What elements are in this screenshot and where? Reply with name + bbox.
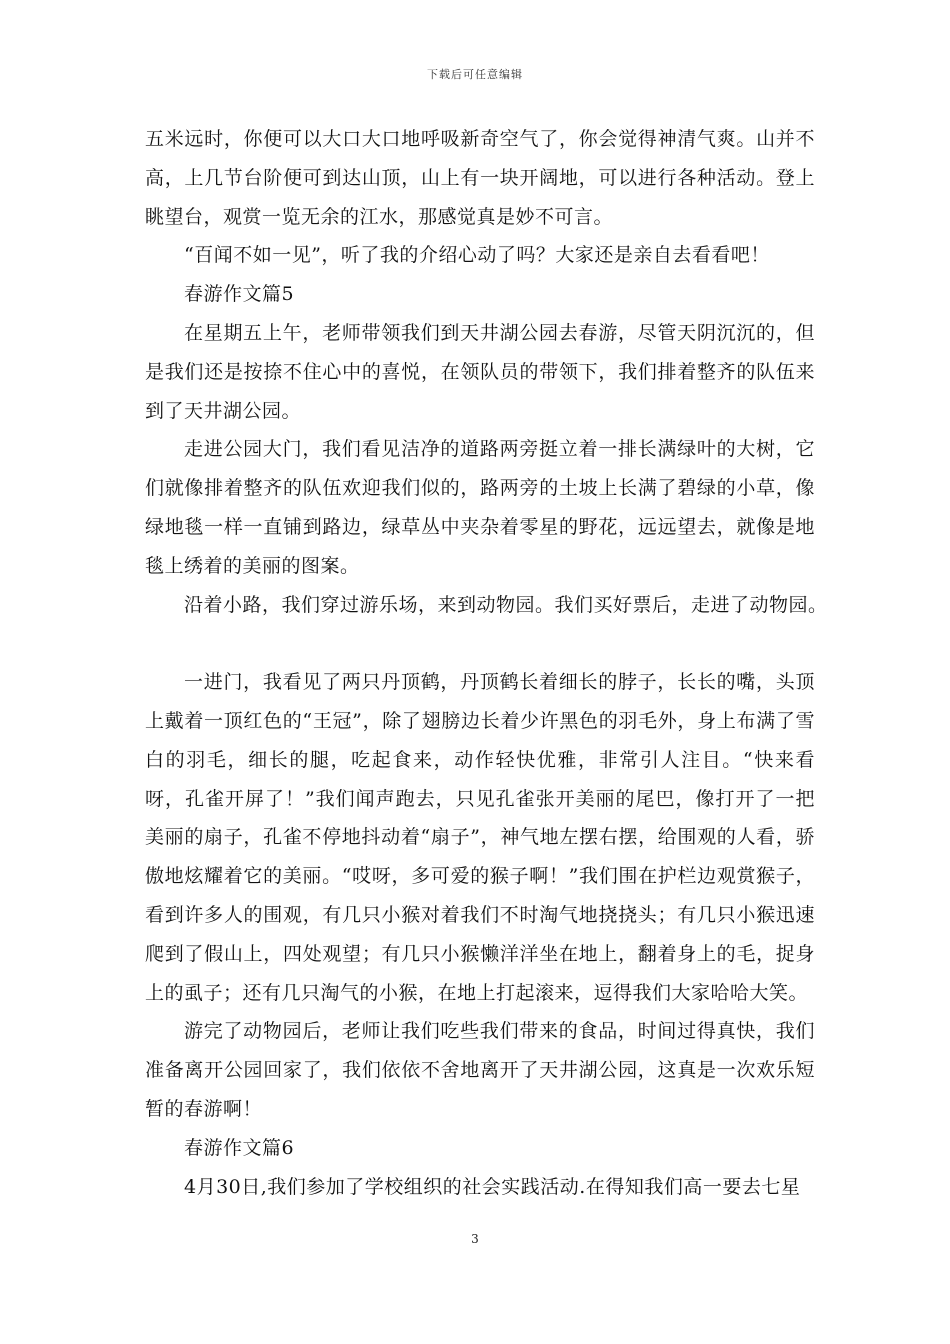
page-header: 下载后可任意编辑 (427, 68, 523, 81)
document-body (145, 120, 828, 1206)
section-heading-6: 春游作文篇6 (184, 1136, 295, 1159)
paragraph-leaving: 游完了动物园后，老师让我们吃些我们带来的食品，时间过得真快，我们准备离开公园回家了，我们依依不舍地离开了天井湖公园，这真是一次欢乐短暂的春游啊！ (145, 1020, 815, 1120)
paragraph-continuation: 五米远时，你便可以大口大口地呼吸新奇空气了，你会觉得神清气爽。山并不高，上几节台阶便可到达山顶，山上有一块开阔地，可以进行各种活动。登上眺望台，观赏一览无余的江水，那感觉真是妙不可言。 (145, 128, 815, 228)
paragraph-park-gate: 走进公园大门，我们看见洁净的道路两旁挺立着一排长满绿叶的大树，它们就像排着整齐的队伍欢迎我们似的，路两旁的土坡上长满了碧绿的小草，像绿地毯一样一直铺到路边，绿草丛中夹杂着零星的野花，远远望去，就像是地毯上绣着的美丽的图案。 (145, 438, 815, 577)
paragraph-animals: 一进门，我看见了两只丹顶鹤，丹顶鹤长着细长的脖子，长长的嘴，头顶上戴着一顶红色的“王冠”，除了翅膀边长着少许黑色的羽毛外，身上布满了雪白的羽毛，细长的腿，吃起食来，动作轻快优雅，非常引人注目。“快来看呀，孔雀开屏了！”我们闻声跑去，只见孔雀张开美丽的尾巴，像打开了一把美丽的扇子，孔雀不停地抖动着“扇子”，神气地左摆右摆，给围观的人看，骄傲地炫耀着它的美丽。“哎呀，多可爱的猴子啊！”我们围在护栏边观赏猴子，看到许多人的围观，有几只小猴对着我们不时淘气地挠挠头；有几只小猴迅速爬到了假山上，四处观望；有几只小猴懒洋洋坐在地上，翻着身上的毛，捉身上的虱子；还有几只淘气的小猴，在地上打起滚来，逗得我们大家哈哈大笑。 (145, 671, 815, 1004)
paragraph-intro: 在星期五上午，老师带领我们到天井湖公园去春游，尽管天阴沉沉的，但是我们还是按捺不住心中的喜悦，在领队员的带领下，我们排着整齐的队伍来到了天井湖公园。 (145, 321, 815, 422)
section-heading-5: 春游作文篇5 (184, 283, 295, 306)
page-number: 3 (471, 1232, 479, 1246)
paragraph-zoo-entry: 沿着小路，我们穿过游乐场，来到动物园。我们买好票后，走进了动物园。 (184, 593, 828, 616)
paragraph-invitation: “百闻不如一见”，听了我的介绍心动了吗？大家还是亲自去看看吧！ (184, 244, 770, 267)
paragraph-practice-activity: 4月30日,我们参加了学校组织的社会实践活动.在得知我们高一要去七星 (184, 1175, 801, 1198)
